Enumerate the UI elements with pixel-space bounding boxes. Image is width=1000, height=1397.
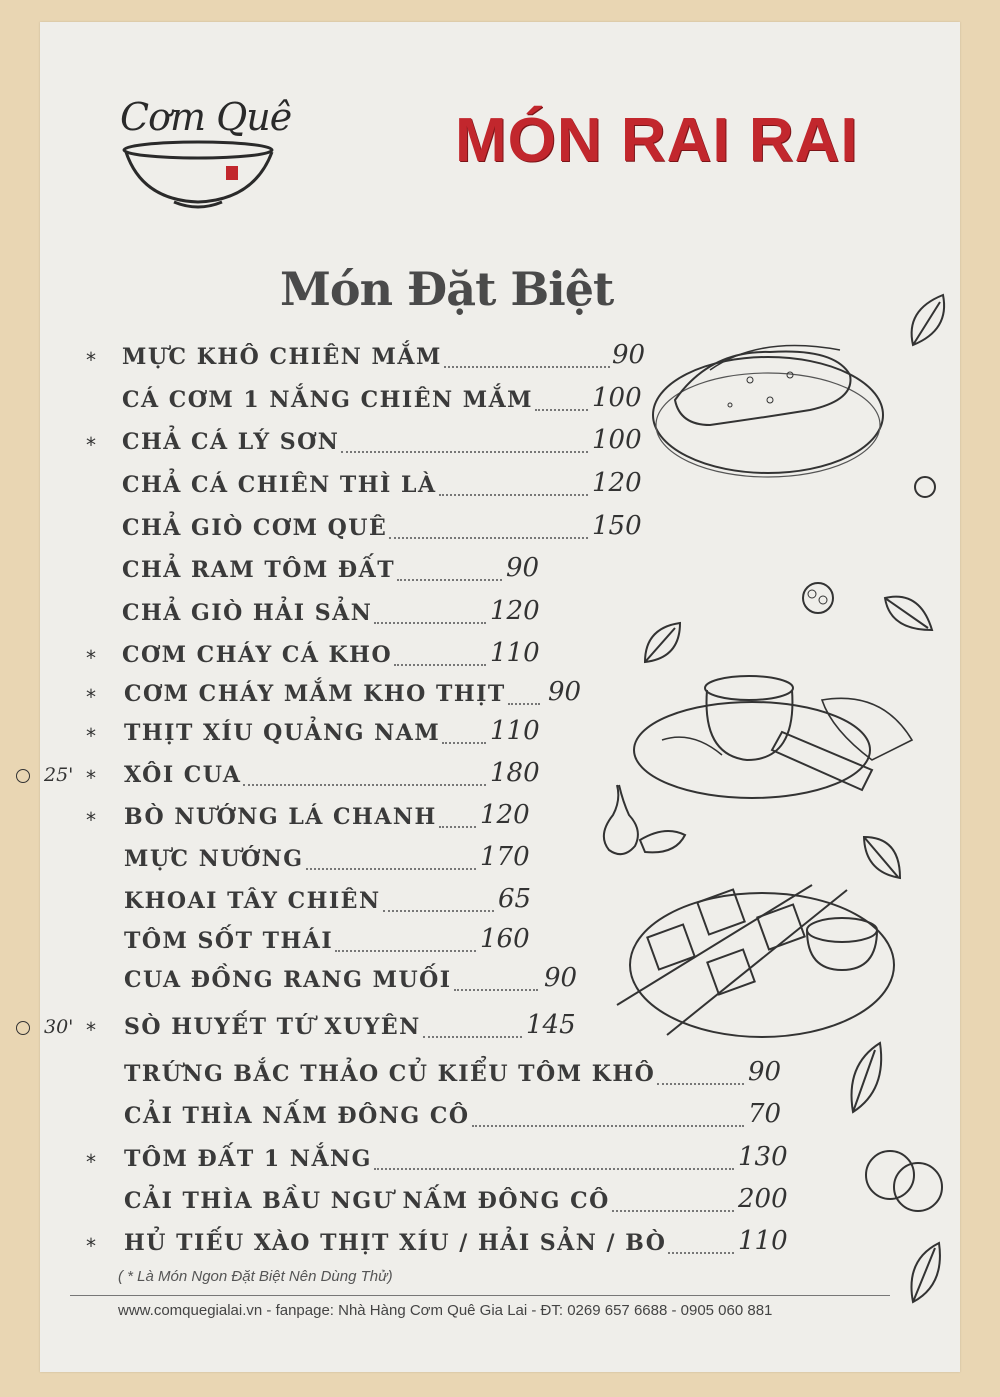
dot-leader: [439, 494, 588, 496]
menu-item-name: MỰC NƯỚNG: [124, 846, 304, 872]
menu-item: [0, 553, 1000, 589]
menu-item-name: BÒ NƯỚNG LÁ CHANH: [124, 804, 437, 830]
menu-item-name: CHẢ CÁ CHIÊN THÌ LÀ: [122, 472, 437, 498]
menu-item-price: 145: [526, 1010, 576, 1040]
dot-leader: [442, 742, 486, 744]
food-sketch-icon: [650, 330, 890, 480]
menu-item-price: 170: [480, 842, 530, 872]
leaf-icon: [845, 1040, 885, 1115]
dot-leader: [394, 664, 486, 666]
footer-contact: www.comquegialai.vn - fanpage: Nhà Hàng Cơm Quê Gia Lai - ĐT: 0269 657 6688 - 0905 060 881: [118, 1302, 773, 1319]
menu-item-name: CẢI THÌA BẦU NGƯ NẤM ĐÔNG CÔ: [124, 1188, 610, 1214]
menu-item-price: 120: [592, 468, 642, 498]
menu-item-name: CHẢ GIÒ CƠM QUÊ: [122, 515, 388, 541]
prep-time-text: 25': [44, 764, 74, 786]
berry-icon: [910, 472, 940, 502]
menu-item-name: CHẢ RAM TÔM ĐẤT: [122, 557, 396, 583]
menu-item-price: 100: [592, 425, 642, 455]
menu-item-price: 90: [748, 1057, 782, 1087]
dot-leader: [657, 1083, 744, 1085]
menu-item-name: CHẢ CÁ LÝ SƠN: [122, 429, 340, 455]
dot-leader: [335, 950, 476, 952]
recommended-star: *: [86, 808, 96, 832]
menu-item-price: 70: [748, 1099, 782, 1129]
section-title: Món Đặt Biệt: [280, 262, 614, 316]
logo-text: Cơm Quê: [120, 95, 292, 139]
menu-item: [0, 511, 1000, 547]
divider: [70, 1295, 890, 1296]
leaf-icon: [905, 290, 950, 350]
menu-item-price: 65: [498, 884, 532, 914]
menu-item-name: THỊT XÍU QUẢNG NAM: [124, 720, 441, 746]
menu-item-price: 180: [490, 758, 540, 788]
recommended-star: *: [86, 1234, 96, 1258]
recommended-star: *: [86, 1018, 96, 1042]
recommended-star: *: [86, 766, 96, 790]
menu-item-name: TRỨNG BẮC THẢO CỦ KIỂU TÔM KHÔ: [124, 1061, 656, 1087]
dot-leader: [341, 451, 588, 453]
page-title: MÓN RAI RAI: [455, 106, 859, 175]
dot-leader: [423, 1036, 522, 1038]
menu-item-name: CƠM CHÁY MẮM KHO THỊT: [124, 681, 506, 707]
dot-leader: [383, 910, 494, 912]
menu-item-price: 200: [738, 1184, 788, 1214]
dot-leader: [439, 826, 476, 828]
menu-item-price: 130: [738, 1142, 788, 1172]
recommended-star: *: [86, 348, 96, 372]
dot-leader: [668, 1252, 734, 1254]
menu-item-name: XÔI CUA: [124, 762, 242, 788]
dot-leader: [612, 1210, 734, 1212]
menu-item-name: CẢI THÌA NẤM ĐÔNG CÔ: [124, 1103, 470, 1129]
menu-item-name: HỦ TIẾU XÀO THỊT XÍU / HẢI SẢN / BÒ: [124, 1230, 667, 1256]
menu-item-price: 90: [548, 677, 582, 707]
food-sketch-icon: [612, 860, 897, 1045]
prep-time-text: 30': [44, 1016, 74, 1038]
leaf-icon: [640, 620, 685, 665]
menu-item-price: 100: [592, 383, 642, 413]
dot-leader: [306, 868, 476, 870]
leaf-icon: [905, 1240, 945, 1305]
menu-item-price: 120: [480, 800, 530, 830]
menu-item-name: CƠM CHÁY CÁ KHO: [122, 642, 393, 668]
leaf-icon: [880, 590, 935, 635]
menu-item-price: 90: [544, 963, 578, 993]
prep-time: [16, 764, 73, 786]
dot-leader: [374, 622, 486, 624]
dot-leader: [472, 1125, 744, 1127]
prep-time: [16, 1016, 73, 1038]
clock-icon: [16, 769, 30, 783]
leaf-icon: [860, 832, 905, 882]
dot-leader: [397, 579, 502, 581]
berry-icon: [798, 578, 838, 618]
recommended-star: *: [86, 1150, 96, 1174]
menu-item-name: MỰC KHÔ CHIÊN MẮM: [122, 344, 442, 370]
menu-item-price: 120: [490, 596, 540, 626]
menu-item-price: 110: [490, 638, 540, 668]
menu-item: [0, 1142, 1000, 1178]
menu-item-price: 90: [506, 553, 540, 583]
menu-item-name: SÒ HUYẾT TỨ XUYÊN: [124, 1014, 421, 1040]
menu-item-name: CÁ CƠM 1 NẮNG CHIÊN MẮM: [122, 387, 534, 413]
menu-item-name: TÔM ĐẤT 1 NẮNG: [124, 1146, 372, 1172]
dot-leader: [243, 784, 486, 786]
dot-leader: [389, 537, 588, 539]
menu-item: [0, 596, 1000, 632]
recommended-star: *: [86, 724, 96, 748]
fruit-icon: [860, 1145, 950, 1215]
menu-item-price: 90: [612, 340, 646, 370]
dot-leader: [374, 1168, 734, 1170]
menu-item-price: 110: [738, 1226, 788, 1256]
recommended-star: *: [86, 646, 96, 670]
recommended-star: *: [86, 433, 96, 457]
menu-item: [0, 1184, 1000, 1220]
menu-item-price: 150: [592, 511, 642, 541]
menu-item-name: KHOAI TÂY CHIÊN: [124, 888, 381, 914]
dot-leader: [444, 366, 610, 368]
dot-leader: [454, 989, 538, 991]
dot-leader: [508, 703, 540, 705]
menu-item-name: CHẢ GIÒ HẢI SẢN: [122, 600, 373, 626]
menu-item-name: CUA ĐỒNG RANG MUỐI: [124, 967, 452, 993]
footnote: ( * Là Món Ngon Đặt Biệt Nên Dùng Thử): [118, 1268, 393, 1285]
menu-item-name: TÔM SỐT THÁI: [124, 928, 334, 954]
clock-icon: [16, 1021, 30, 1035]
bowl-logo-icon: [122, 140, 282, 215]
recommended-star: *: [86, 685, 96, 709]
menu-item-price: 110: [490, 716, 540, 746]
menu-item-price: 160: [480, 924, 530, 954]
pear-icon: [595, 780, 690, 860]
dot-leader: [535, 409, 588, 411]
menu-item: [0, 1226, 1000, 1262]
